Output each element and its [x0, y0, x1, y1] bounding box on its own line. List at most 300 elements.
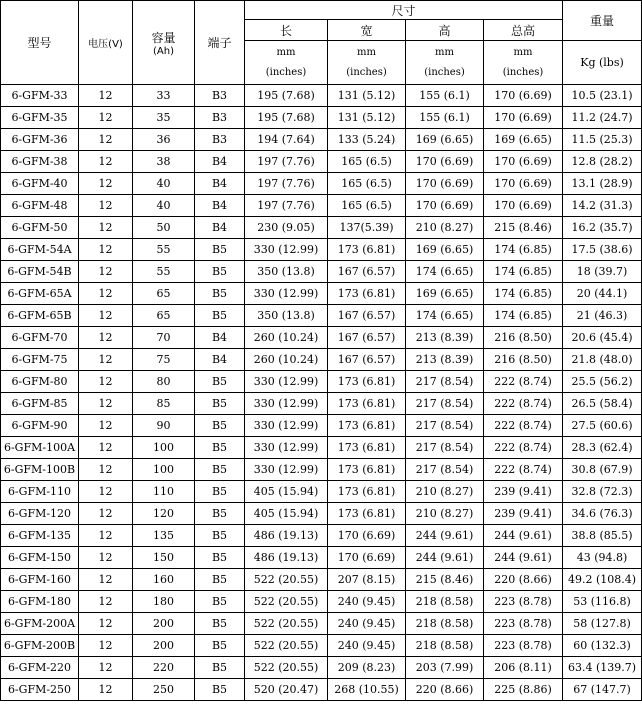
cell-weight: 17.5 (38.6)	[563, 239, 642, 261]
cell-total-height: 170 (6.69)	[484, 107, 563, 129]
cell-total-height: 222 (8.74)	[484, 437, 563, 459]
cell-total-height: 170 (6.69)	[484, 195, 563, 217]
cell-model: 6-GFM-75	[1, 349, 79, 371]
table-row	[1, 503, 642, 525]
cell-height: 174 (6.65)	[406, 261, 484, 283]
cell-total-height: 222 (8.74)	[484, 371, 563, 393]
cell-model: 6-GFM-65A	[1, 283, 79, 305]
cell-total-height: 244 (9.61)	[484, 525, 563, 547]
cell-width: 167 (6.57)	[328, 305, 406, 327]
table-row	[1, 305, 642, 327]
cell-capacity: 33	[133, 85, 195, 107]
cell-capacity: 36	[133, 129, 195, 151]
cell-terminal: B4	[195, 327, 245, 349]
cell-capacity: 40	[133, 173, 195, 195]
cell-length: 330 (12.99)	[245, 437, 328, 459]
cell-width: 209 (8.23)	[328, 657, 406, 679]
cell-model: 6-GFM-110	[1, 481, 79, 503]
cell-model: 6-GFM-150	[1, 547, 79, 569]
cell-voltage: 12	[79, 591, 133, 613]
table-row	[1, 393, 642, 415]
cell-model: 6-GFM-65B	[1, 305, 79, 327]
cell-capacity: 40	[133, 195, 195, 217]
unit-mm: mm	[357, 46, 376, 58]
cell-width: 207 (8.15)	[328, 569, 406, 591]
cell-total-height: 215 (8.46)	[484, 217, 563, 239]
cell-terminal: B5	[195, 657, 245, 679]
cell-model: 6-GFM-100A	[1, 437, 79, 459]
cell-voltage: 12	[79, 327, 133, 349]
cell-length: 260 (10.24)	[245, 349, 328, 371]
cell-weight: 14.2 (31.3)	[563, 195, 642, 217]
cell-terminal: B3	[195, 107, 245, 129]
cell-terminal: B5	[195, 613, 245, 635]
cell-terminal: B5	[195, 679, 245, 701]
cell-height: 217 (8.54)	[406, 459, 484, 481]
cell-height: 218 (8.58)	[406, 635, 484, 657]
cell-weight: 12.8 (28.2)	[563, 151, 642, 173]
cell-total-height: 244 (9.61)	[484, 547, 563, 569]
cell-capacity: 55	[133, 239, 195, 261]
header-capacity-label: 容量	[151, 30, 176, 45]
unit-inches: (inches)	[502, 66, 544, 78]
cell-voltage: 12	[79, 349, 133, 371]
cell-height: 217 (8.54)	[406, 437, 484, 459]
cell-capacity: 150	[133, 547, 195, 569]
cell-terminal: B5	[195, 481, 245, 503]
table-row	[1, 261, 642, 283]
cell-total-height: 225 (8.86)	[484, 679, 563, 701]
cell-width: 131 (5.12)	[328, 107, 406, 129]
cell-height: 220 (8.66)	[406, 679, 484, 701]
cell-terminal: B5	[195, 525, 245, 547]
cell-length: 405 (15.94)	[245, 481, 328, 503]
cell-voltage: 12	[79, 525, 133, 547]
cell-capacity: 100	[133, 437, 195, 459]
cell-length: 194 (7.64)	[245, 129, 328, 151]
header-voltage: 电压(V)	[79, 1, 133, 85]
cell-voltage: 12	[79, 261, 133, 283]
cell-height: 210 (8.27)	[406, 503, 484, 525]
cell-capacity: 65	[133, 305, 195, 327]
cell-width: 173 (6.81)	[328, 239, 406, 261]
unit-height	[406, 41, 484, 85]
table-row	[1, 437, 642, 459]
cell-terminal: B3	[195, 129, 245, 151]
cell-length: 330 (12.99)	[245, 393, 328, 415]
unit-mm: mm	[513, 46, 533, 58]
cell-capacity: 160	[133, 569, 195, 591]
cell-model: 6-GFM-54A	[1, 239, 79, 261]
cell-width: 240 (9.45)	[328, 635, 406, 657]
cell-length: 522 (20.55)	[245, 657, 328, 679]
cell-total-height: 216 (8.50)	[484, 349, 563, 371]
cell-height: 170 (6.69)	[406, 173, 484, 195]
cell-capacity: 220	[133, 657, 195, 679]
header-total-height: 总高	[484, 20, 563, 41]
cell-width: 240 (9.45)	[328, 613, 406, 635]
cell-height: 169 (6.65)	[406, 283, 484, 305]
cell-voltage: 12	[79, 569, 133, 591]
cell-terminal: B5	[195, 393, 245, 415]
spec-table-body	[1, 85, 642, 701]
cell-capacity: 200	[133, 613, 195, 635]
unit-weight: Kg (lbs)	[563, 41, 642, 85]
cell-total-height: 223 (8.78)	[484, 635, 563, 657]
header-terminal: 端子	[195, 1, 245, 85]
cell-terminal: B5	[195, 569, 245, 591]
cell-voltage: 12	[79, 547, 133, 569]
cell-length: 330 (12.99)	[245, 459, 328, 481]
unit-inches: (inches)	[424, 66, 465, 78]
cell-total-height: 239 (9.41)	[484, 481, 563, 503]
table-row	[1, 217, 642, 239]
cell-width: 173 (6.81)	[328, 393, 406, 415]
table-row	[1, 327, 642, 349]
cell-width: 173 (6.81)	[328, 481, 406, 503]
cell-weight: 26.5 (58.4)	[563, 393, 642, 415]
cell-voltage: 12	[79, 679, 133, 701]
cell-model: 6-GFM-135	[1, 525, 79, 547]
cell-terminal: B5	[195, 239, 245, 261]
cell-length: 230 (9.05)	[245, 217, 328, 239]
cell-total-height: 174 (6.85)	[484, 239, 563, 261]
cell-terminal: B5	[195, 261, 245, 283]
cell-weight: 11.5 (25.3)	[563, 129, 642, 151]
cell-terminal: B5	[195, 371, 245, 393]
cell-total-height: 174 (6.85)	[484, 261, 563, 283]
cell-model: 6-GFM-90	[1, 415, 79, 437]
table-row	[1, 415, 642, 437]
cell-voltage: 12	[79, 657, 133, 679]
cell-weight: 11.2 (24.7)	[563, 107, 642, 129]
cell-length: 195 (7.68)	[245, 107, 328, 129]
cell-weight: 63.4 (139.7)	[563, 657, 642, 679]
cell-height: 169 (6.65)	[406, 239, 484, 261]
cell-terminal: B4	[195, 217, 245, 239]
cell-model: 6-GFM-80	[1, 371, 79, 393]
cell-terminal: B5	[195, 305, 245, 327]
cell-voltage: 12	[79, 305, 133, 327]
cell-capacity: 135	[133, 525, 195, 547]
cell-weight: 21 (46.3)	[563, 305, 642, 327]
table-row	[1, 591, 642, 613]
cell-terminal: B5	[195, 635, 245, 657]
cell-total-height: 169 (6.65)	[484, 129, 563, 151]
cell-height: 155 (6.1)	[406, 107, 484, 129]
cell-capacity: 80	[133, 371, 195, 393]
cell-total-height: 220 (8.66)	[484, 569, 563, 591]
cell-weight: 38.8 (85.5)	[563, 525, 642, 547]
cell-total-height: 222 (8.74)	[484, 415, 563, 437]
cell-length: 197 (7.76)	[245, 173, 328, 195]
cell-weight: 30.8 (67.9)	[563, 459, 642, 481]
cell-length: 522 (20.55)	[245, 635, 328, 657]
cell-weight: 34.6 (76.3)	[563, 503, 642, 525]
cell-length: 350 (13.8)	[245, 261, 328, 283]
cell-length: 350 (13.8)	[245, 305, 328, 327]
cell-width: 268 (10.55)	[328, 679, 406, 701]
cell-width: 170 (6.69)	[328, 547, 406, 569]
cell-height: 169 (6.65)	[406, 129, 484, 151]
cell-weight: 18 (39.7)	[563, 261, 642, 283]
cell-capacity: 35	[133, 107, 195, 129]
cell-height: 210 (8.27)	[406, 217, 484, 239]
header-length: 长	[245, 20, 328, 41]
cell-model: 6-GFM-33	[1, 85, 79, 107]
cell-width: 131 (5.12)	[328, 85, 406, 107]
cell-model: 6-GFM-180	[1, 591, 79, 613]
cell-model: 6-GFM-50	[1, 217, 79, 239]
cell-capacity: 38	[133, 151, 195, 173]
cell-voltage: 12	[79, 173, 133, 195]
cell-height: 155 (6.1)	[406, 85, 484, 107]
unit-inches: (inches)	[346, 66, 387, 78]
unit-length	[245, 41, 328, 85]
cell-length: 522 (20.55)	[245, 569, 328, 591]
cell-total-height: 170 (6.69)	[484, 85, 563, 107]
cell-weight: 58 (127.8)	[563, 613, 642, 635]
header-capacity	[133, 1, 195, 85]
cell-height: 217 (8.54)	[406, 371, 484, 393]
cell-terminal: B4	[195, 349, 245, 371]
cell-length: 330 (12.99)	[245, 283, 328, 305]
cell-voltage: 12	[79, 393, 133, 415]
table-row	[1, 195, 642, 217]
cell-height: 210 (8.27)	[406, 481, 484, 503]
unit-inches: (inches)	[265, 66, 307, 78]
cell-weight: 60 (132.3)	[563, 635, 642, 657]
cell-voltage: 12	[79, 415, 133, 437]
cell-width: 137(5.39)	[328, 217, 406, 239]
cell-voltage: 12	[79, 195, 133, 217]
table-row	[1, 525, 642, 547]
cell-weight: 32.8 (72.3)	[563, 481, 642, 503]
cell-height: 218 (8.58)	[406, 591, 484, 613]
cell-capacity: 75	[133, 349, 195, 371]
cell-model: 6-GFM-54B	[1, 261, 79, 283]
cell-height: 170 (6.69)	[406, 195, 484, 217]
cell-capacity: 100	[133, 459, 195, 481]
cell-weight: 16.2 (35.7)	[563, 217, 642, 239]
cell-height: 215 (8.46)	[406, 569, 484, 591]
cell-total-height: 170 (6.69)	[484, 151, 563, 173]
cell-voltage: 12	[79, 283, 133, 305]
cell-total-height: 170 (6.69)	[484, 173, 563, 195]
cell-voltage: 12	[79, 481, 133, 503]
cell-total-height: 222 (8.74)	[484, 393, 563, 415]
cell-width: 165 (6.5)	[328, 195, 406, 217]
table-row	[1, 239, 642, 261]
cell-total-height: 223 (8.78)	[484, 613, 563, 635]
cell-capacity: 55	[133, 261, 195, 283]
cell-model: 6-GFM-38	[1, 151, 79, 173]
cell-voltage: 12	[79, 371, 133, 393]
cell-length: 522 (20.55)	[245, 591, 328, 613]
cell-model: 6-GFM-200A	[1, 613, 79, 635]
cell-length: 520 (20.47)	[245, 679, 328, 701]
cell-terminal: B5	[195, 591, 245, 613]
cell-terminal: B5	[195, 459, 245, 481]
cell-model: 6-GFM-250	[1, 679, 79, 701]
cell-capacity: 50	[133, 217, 195, 239]
cell-width: 167 (6.57)	[328, 349, 406, 371]
cell-terminal: B5	[195, 503, 245, 525]
table-row	[1, 107, 642, 129]
cell-weight: 49.2 (108.4)	[563, 569, 642, 591]
cell-capacity: 180	[133, 591, 195, 613]
cell-voltage: 12	[79, 503, 133, 525]
cell-width: 165 (6.5)	[328, 173, 406, 195]
table-row	[1, 283, 642, 305]
cell-total-height: 222 (8.74)	[484, 459, 563, 481]
cell-length: 486 (19.13)	[245, 547, 328, 569]
cell-total-height: 223 (8.78)	[484, 591, 563, 613]
cell-voltage: 12	[79, 151, 133, 173]
cell-width: 173 (6.81)	[328, 437, 406, 459]
cell-weight: 43 (94.8)	[563, 547, 642, 569]
cell-width: 173 (6.81)	[328, 371, 406, 393]
cell-model: 6-GFM-200B	[1, 635, 79, 657]
cell-voltage: 12	[79, 85, 133, 107]
table-row	[1, 349, 642, 371]
cell-width: 167 (6.57)	[328, 261, 406, 283]
cell-weight: 21.8 (48.0)	[563, 349, 642, 371]
cell-model: 6-GFM-48	[1, 195, 79, 217]
cell-width: 133 (5.24)	[328, 129, 406, 151]
cell-width: 173 (6.81)	[328, 415, 406, 437]
cell-length: 197 (7.76)	[245, 195, 328, 217]
cell-width: 173 (6.81)	[328, 459, 406, 481]
cell-model: 6-GFM-70	[1, 327, 79, 349]
table-row	[1, 547, 642, 569]
cell-weight: 53 (116.8)	[563, 591, 642, 613]
cell-model: 6-GFM-120	[1, 503, 79, 525]
cell-height: 174 (6.65)	[406, 305, 484, 327]
cell-width: 173 (6.81)	[328, 283, 406, 305]
cell-total-height: 206 (8.11)	[484, 657, 563, 679]
cell-total-height: 174 (6.85)	[484, 283, 563, 305]
cell-weight: 10.5 (23.1)	[563, 85, 642, 107]
cell-weight: 20 (44.1)	[563, 283, 642, 305]
cell-width: 170 (6.69)	[328, 525, 406, 547]
cell-height: 218 (8.58)	[406, 613, 484, 635]
cell-voltage: 12	[79, 635, 133, 657]
cell-height: 217 (8.54)	[406, 415, 484, 437]
cell-capacity: 70	[133, 327, 195, 349]
header-model: 型号	[1, 1, 79, 85]
cell-length: 405 (15.94)	[245, 503, 328, 525]
cell-weight: 13.1 (28.9)	[563, 173, 642, 195]
cell-weight: 27.5 (60.6)	[563, 415, 642, 437]
cell-height: 170 (6.69)	[406, 151, 484, 173]
cell-height: 203 (7.99)	[406, 657, 484, 679]
cell-voltage: 12	[79, 613, 133, 635]
header-weight: 重量	[563, 1, 642, 41]
table-row	[1, 569, 642, 591]
table-row	[1, 173, 642, 195]
cell-voltage: 12	[79, 239, 133, 261]
cell-capacity: 65	[133, 283, 195, 305]
cell-height: 217 (8.54)	[406, 393, 484, 415]
cell-weight: 28.3 (62.4)	[563, 437, 642, 459]
cell-weight: 67 (147.7)	[563, 679, 642, 701]
cell-terminal: B3	[195, 85, 245, 107]
unit-width	[328, 41, 406, 85]
cell-length: 330 (12.99)	[245, 415, 328, 437]
cell-height: 244 (9.61)	[406, 525, 484, 547]
cell-voltage: 12	[79, 217, 133, 239]
header-dimensions: 尺寸	[245, 1, 563, 20]
cell-length: 195 (7.68)	[245, 85, 328, 107]
cell-model: 6-GFM-100B	[1, 459, 79, 481]
table-row	[1, 481, 642, 503]
cell-height: 213 (8.39)	[406, 327, 484, 349]
header-height: 高	[406, 20, 484, 41]
cell-length: 522 (20.55)	[245, 613, 328, 635]
header-capacity-unit: (Ah)	[153, 45, 174, 57]
cell-length: 486 (19.13)	[245, 525, 328, 547]
cell-model: 6-GFM-35	[1, 107, 79, 129]
cell-height: 244 (9.61)	[406, 547, 484, 569]
cell-length: 330 (12.99)	[245, 371, 328, 393]
cell-capacity: 110	[133, 481, 195, 503]
cell-voltage: 12	[79, 107, 133, 129]
table-row	[1, 85, 642, 107]
cell-voltage: 12	[79, 437, 133, 459]
unit-mm: mm	[435, 46, 454, 58]
cell-terminal: B5	[195, 283, 245, 305]
cell-total-height: 239 (9.41)	[484, 503, 563, 525]
cell-model: 6-GFM-160	[1, 569, 79, 591]
unit-total-height	[484, 41, 563, 85]
table-row	[1, 635, 642, 657]
cell-terminal: B4	[195, 173, 245, 195]
table-row	[1, 679, 642, 701]
cell-width: 167 (6.57)	[328, 327, 406, 349]
unit-mm: mm	[276, 46, 296, 58]
cell-width: 240 (9.45)	[328, 591, 406, 613]
cell-terminal: B4	[195, 151, 245, 173]
table-row	[1, 657, 642, 679]
cell-capacity: 90	[133, 415, 195, 437]
cell-length: 197 (7.76)	[245, 151, 328, 173]
table-row	[1, 129, 642, 151]
cell-total-height: 174 (6.85)	[484, 305, 563, 327]
table-row	[1, 371, 642, 393]
cell-weight: 25.5 (56.2)	[563, 371, 642, 393]
cell-width: 165 (6.5)	[328, 151, 406, 173]
cell-model: 6-GFM-220	[1, 657, 79, 679]
table-row	[1, 459, 642, 481]
cell-weight: 20.6 (45.4)	[563, 327, 642, 349]
cell-capacity: 120	[133, 503, 195, 525]
cell-capacity: 200	[133, 635, 195, 657]
cell-model: 6-GFM-36	[1, 129, 79, 151]
cell-height: 213 (8.39)	[406, 349, 484, 371]
cell-terminal: B5	[195, 547, 245, 569]
cell-capacity: 250	[133, 679, 195, 701]
cell-capacity: 85	[133, 393, 195, 415]
cell-model: 6-GFM-40	[1, 173, 79, 195]
cell-length: 330 (12.99)	[245, 239, 328, 261]
cell-terminal: B5	[195, 415, 245, 437]
table-row	[1, 613, 642, 635]
cell-terminal: B5	[195, 437, 245, 459]
cell-length: 260 (10.24)	[245, 327, 328, 349]
table-row	[1, 151, 642, 173]
cell-voltage: 12	[79, 129, 133, 151]
